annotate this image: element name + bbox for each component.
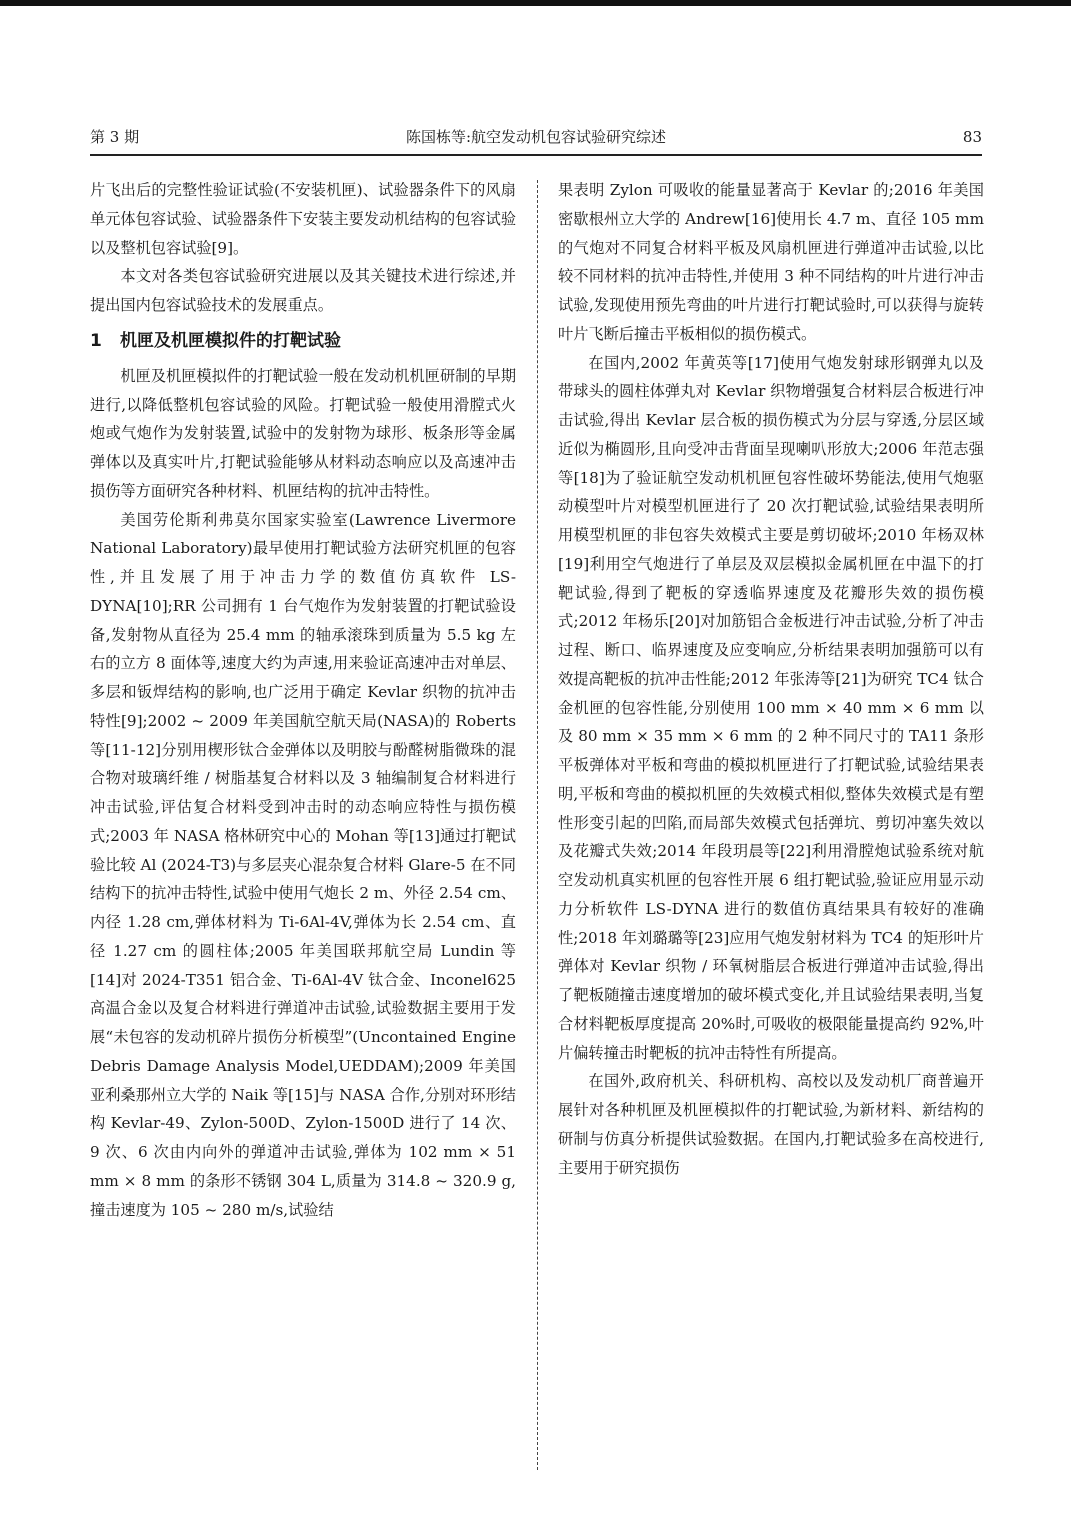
running-title: 陈国栋等:航空发动机包容试验研究综述 xyxy=(405,128,667,146)
column-divider xyxy=(537,180,538,1470)
paragraph: 美国劳伦斯利弗莫尔国家实验室(Lawrence Livermore National Laboratory)最早使用打靶试验方法研究机匣的包容性,并且发展了用于冲击力学的数值仿真软件 LS-DYNA[10];RR 公司拥有 1 台气炮作为发射装置的打靶试验设备,发射物从直径为 25.4 mm 的轴承滚珠到质量为 5.5 kg 左右的立方 8 面体等,速度大约为声速,用来验证高速冲击对单层、多层和钣焊结构的影响,也广泛用于确定 Kevlar 织物的抗冲击特性[9];2002 ~ 2009 年美国航空航天局(NASA)的 Roberts 等[11-12]分别用楔形钛合金弹体以及明胶与酚醛树脂微珠的混合物对玻璃纤维 / 树脂基复合材料以及 3 轴编制复合材料进行冲击试验,评估复合材料受到冲击时的动态响应特性与损伤模式;2003 年 NASA 格林研究中心的 Mohan 等[13]通过打靶试验比较 Al (2024-T3)与多层夹心混杂复合材料 Glare-5 在不同结构下的抗冲击特性,试验中使用气炮长 2 m、外径 2.54 cm、内径 1.28 cm,弹体材料为 Ti-6Al-4V,弹体为长 2.54 cm、直径 1.27 cm 的圆柱体;2005 年美国联邦航空局 Lundin 等[14]对 2024-T351 铝合金、Ti-6Al-4V 钛合金、Inconel625 高温合金以及复合材料进行弹道冲击试验,试验数据主要用于发展“未包容的发动机碎片损伤分析模型”(Uncontained Engine Debris Damage Analysis Model,UEDDAM);2009 年美国亚利桑那州立大学的 Naik 等[15]与 NASA 合作,分别对环形结构 Kevlar-49、Zylon-500D、Zylon-1500D 进行了 14 次、9 次、6 次由内向外的弹道冲击试验,弹体为 102 mm × 51 mm × 8 mm 的条形不锈钢 304 L,质量为 314.8 ~ 320.9 g,撞击速度为 105 ~ 280 m/s,试验结 xyxy=(90,510,516,1219)
paragraph-continued: 果表明 Zylon 可吸收的能量显著高于 Kevlar 的;2016 年美国密歇根州立大学的 Andrew[16]使用长 4.7 m、直径 105 mm 的气炮对不同复合材料平板及风扇机匣进行弹道冲击试验,以比较不同材料的抗冲击特性,并使用 3 种不同结构的叶片进行冲击试验,发现使用预先弯曲的叶片进行打靶试验时,可以获得与旋转叶片飞断后撞击平板相似的损伤模式。 xyxy=(558,181,984,343)
top-edge-band xyxy=(0,0,1071,6)
paragraph: 机匣及机匣模拟件的打靶试验一般在发动机机匣研制的早期进行,以降低整机包容试验的风险。打靶试验一般使用滑膛式火炮或气炮作为发射装置,试验中的发射物为球形、板条形等金属弹体以及真实叶片,打靶试验能够从材料动态响应以及高速冲击损伤等方面研究各种材料、机匣结构的抗冲击特性。 xyxy=(90,366,516,500)
paragraph: 在国内,2002 年黄英等[17]使用气炮发射球形钢弹丸以及带球头的圆柱体弹丸对 Kevlar 织物增强复合材料层合板进行冲击试验,得出 Kevlar 层合板的损伤模式为分层与穿透,分层区域近似为椭圆形,且向受冲击背面呈现喇叭形放大;2006 年范志强等[18]为了验证航空发动机机匣包容性破坏势能法,使用气炮驱动模型叶片对模型机匣进行了 20 次打靶试验,试验结果表明所用模型机匣的非包容失效模式主要是剪切破坏;2010 年杨双林[19]利用空气炮进行了单层及双层模拟金属机匣在中温下的打靶试验,得到了靶板的穿透临界速度及花瓣形失效的损伤模式;2012 年杨乐[20]对加筋铝合金板进行冲击试验,分析了冲击过程、断口、临界速度及应变响应,分析结果表明加强筋可以有效提高靶板的抗冲击性能;2012 年张涛等[21]为研究 TC4 钛合金机匣的包容性能,分别使用 100 mm × 40 mm × 6 mm 以及 80 mm × 35 mm × 6 mm 的 2 种不同尺寸的 TA11 条形平板弹体对平板和弯曲的模拟机匣进行了打靶试验,试验结果表明,平板和弯曲的模拟机匣的失效模式相似,整体失效模式是有塑性形变引起的凹陷,而局部失效模式包括弹坑、剪切冲塞失效以及花瓣式失效;2014 年段玥晨等[22]利用滑膛炮试验系统对航空发动机真实机匣的包容性开展 6 组打靶试验,验证应用显示动力分析软件 LS-DYNA 进行的数值仿真结果具有较好的准确性;2018 年刘璐璐等[23]应用气炮发射材料为 TC4 的矩形叶片弹体对 Kevlar 织物 / 环氧树脂层合板进行弹道冲击试验,得出了靶板随撞击速度增加的破坏模式变化,并且试验结果表明,当复合材料靶板厚度提高 20%时,可吸收的极限能量提高约 92%,叶片偏转撞击时靶板的抗冲击特性有所提高。 xyxy=(558,353,984,1062)
right-column xyxy=(558,176,984,1182)
paragraph-continued: 片飞出后的完整性验证试验(不安装机匣)、试验器条件下的风扇单元体包容试验、试验器条件下安装主要发动机结构的包容试验以及整机包容试验[9]。 xyxy=(90,181,516,257)
issue-label: 第 3 期 xyxy=(90,128,140,146)
paragraph: 在国外,政府机关、科研机构、高校以及发动机厂商普遍开展针对各种机匣及机匣模拟件的打靶试验,为新材料、新结构的研制与仿真分析提供试验数据。在国内,打靶试验多在高校进行,主要用于研究损伤 xyxy=(558,1072,984,1177)
running-header xyxy=(90,124,982,156)
section-heading xyxy=(90,326,516,356)
section-number: 1 xyxy=(90,330,102,351)
page-number: 83 xyxy=(962,128,982,146)
section-title: 机匣及机匣模拟件的打靶试验 xyxy=(120,330,341,351)
left-column xyxy=(90,176,516,1224)
paragraph: 本文对各类包容试验研究进展以及其关键技术进行综述,并提出国内包容试验技术的发展重点。 xyxy=(90,267,516,314)
